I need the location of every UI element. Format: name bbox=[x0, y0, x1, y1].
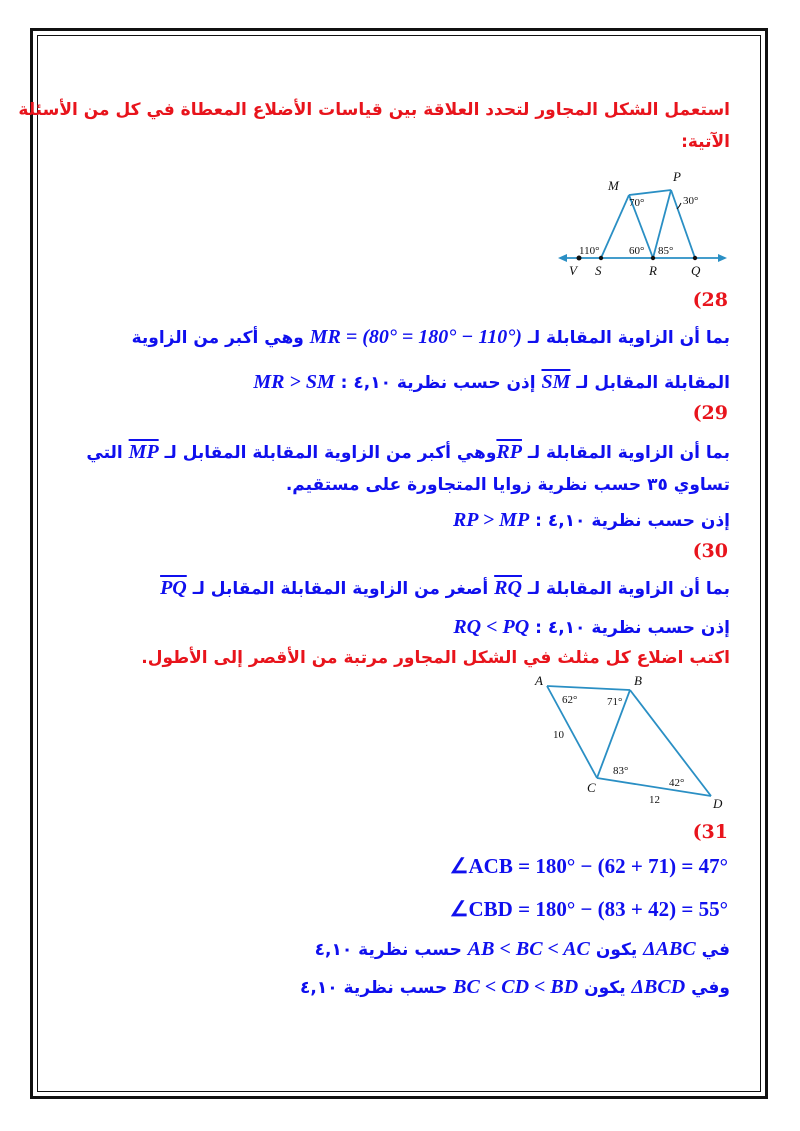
angle-30: 30° bbox=[683, 195, 699, 207]
figure-1-diagram bbox=[555, 165, 730, 280]
angle-83: 83° bbox=[613, 765, 629, 777]
q28-line1-text: بما أن الزاوية المقابلة لـ bbox=[527, 328, 730, 348]
label-d: D bbox=[713, 796, 723, 811]
q28-line1-math: MR = (80° = 180° − 110°) bbox=[309, 326, 522, 348]
q28-line2-text: المقابلة المقابل لـ bbox=[576, 373, 730, 393]
q31-line3-rel: AB < BC < AC bbox=[467, 938, 590, 960]
q31-line3-tri: ΔABC bbox=[643, 938, 696, 960]
angle-60: 60° bbox=[629, 245, 645, 257]
q31-equation-1: ∠ACB = 180° − (62 + 71) = 47° bbox=[449, 854, 728, 878]
q31-line4-mid: يكون bbox=[584, 978, 626, 998]
q31-line4-rel: BC < CD < BD bbox=[453, 976, 579, 998]
heading-line-2: الآتية: bbox=[681, 132, 730, 152]
q30-line-2 bbox=[453, 615, 730, 640]
angle-42: 42° bbox=[669, 777, 685, 789]
side-ac-length: 10 bbox=[553, 729, 564, 741]
label-c: C bbox=[587, 780, 596, 795]
q29-line-3 bbox=[453, 508, 730, 533]
label-a: A bbox=[535, 673, 543, 688]
segment-mp bbox=[629, 190, 671, 195]
q30-line1-text: بما أن الزاوية المقابلة لـ bbox=[527, 579, 730, 599]
q28-line1-tail: وهي أكبر من الزاوية bbox=[131, 328, 304, 348]
q31-line3-mid: يكون bbox=[595, 940, 638, 960]
q31-line-3 bbox=[315, 937, 730, 962]
point-q-dot bbox=[693, 256, 697, 260]
angle-71: 71° bbox=[607, 696, 623, 708]
arrow-left-icon bbox=[558, 254, 567, 262]
q28-line2-seg: $\overline{SM}$ bbox=[541, 371, 571, 393]
q31-line4-prefix: وفي bbox=[691, 978, 730, 998]
heading-line-1: استعمل الشكل المجاور لتحدد العلاقة بين قياسات الأضلاع المعطاة في كل من الأسئلة bbox=[18, 100, 730, 120]
q30-number: (30 bbox=[692, 540, 728, 562]
q29-line1-seg: $\overline{RP}$ bbox=[496, 441, 522, 463]
segment-sm bbox=[601, 195, 629, 258]
figure-2-diagram bbox=[527, 672, 737, 814]
q29-line1-tail: التي bbox=[86, 443, 123, 463]
q29-line3-text: إذن حسب نظرية ٤,١٠ : bbox=[535, 511, 730, 531]
q29-line3-rel: RP > MP bbox=[452, 509, 530, 531]
q31-line3-prefix: في bbox=[701, 940, 730, 960]
q29-number: (29 bbox=[692, 402, 728, 424]
label-r: R bbox=[649, 263, 657, 278]
angle-70: 70° bbox=[629, 197, 645, 209]
q29-line1-text: بما أن الزاوية المقابلة لـ bbox=[527, 443, 730, 463]
q31-line4-tail: حسب نظرية ٤,١٠ bbox=[300, 978, 448, 998]
label-s: S bbox=[595, 263, 602, 278]
q29-line1-seg2: $\overline{MP}$ bbox=[128, 441, 159, 463]
q31-line4-tri: ΔBCD bbox=[631, 976, 686, 998]
segment-ab bbox=[547, 686, 630, 690]
q30-line2-rel: RQ < PQ bbox=[453, 616, 530, 638]
side-cd-length: 12 bbox=[649, 794, 660, 806]
label-q: Q bbox=[691, 263, 701, 278]
label-m: M bbox=[608, 178, 619, 193]
label-b: B bbox=[634, 673, 642, 688]
q29-line-2: تساوي ٣٥ حسب نظرية زوايا المتجاورة على مستقيم. bbox=[285, 475, 730, 495]
label-v: V bbox=[569, 263, 577, 278]
angle-62: 62° bbox=[562, 694, 578, 706]
q29-line1-mid: وهي أكبر من الزاوية المقابلة المقابل لـ bbox=[164, 443, 497, 463]
q30-line-1 bbox=[160, 576, 730, 601]
angle-85: 85° bbox=[658, 245, 674, 257]
instruction-2: اكتب اضلاع كل مثلث في الشكل المجاور مرتبة من الأقصر إلى الأطول. bbox=[141, 648, 730, 668]
q30-line2-text: إذن حسب نظرية ٤,١٠ : bbox=[535, 618, 730, 638]
q30-line1-mid: أصغر من الزاوية المقابلة المقابل لـ bbox=[192, 579, 489, 599]
angle-110: 110° bbox=[579, 245, 600, 257]
q31-number: (31 bbox=[692, 821, 728, 843]
q28-line-2 bbox=[253, 370, 730, 395]
q31-equation-2: ∠CBD = 180° − (83 + 42) = 55° bbox=[449, 897, 728, 921]
point-r-dot bbox=[651, 256, 655, 260]
q30-line1-seg: $\overline{RQ}$ bbox=[494, 577, 522, 599]
arrow-right-icon bbox=[718, 254, 727, 262]
q29-line-1 bbox=[86, 440, 730, 465]
q28-line2-rel: MR > SM bbox=[253, 371, 335, 393]
q30-line1-seg2: $\overline{PQ}$ bbox=[160, 577, 187, 599]
q28-line2-mid: إذن حسب نظرية ٤,١٠ : bbox=[340, 373, 536, 393]
q28-line-1 bbox=[132, 325, 730, 350]
label-p: P bbox=[673, 169, 681, 184]
q31-line-4 bbox=[300, 975, 730, 1000]
q31-line3-tail: حسب نظرية ٤,١٠ bbox=[314, 940, 462, 960]
q28-number: (28 bbox=[692, 289, 728, 311]
